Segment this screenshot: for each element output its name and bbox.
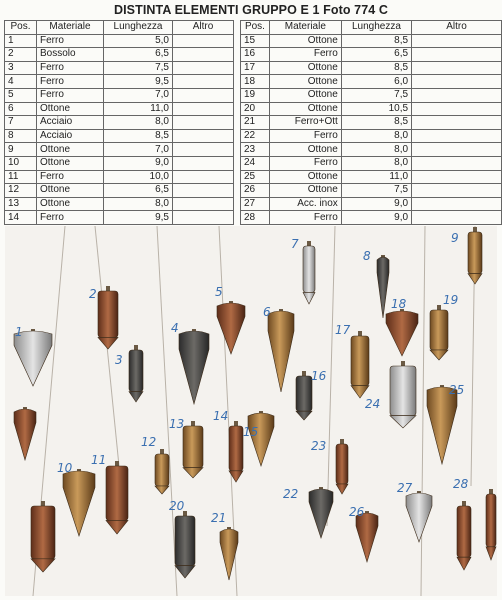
cell-other (412, 34, 502, 48)
cell-other (173, 156, 234, 170)
table-row (241, 88, 502, 102)
cell-material: Acciaio (37, 116, 104, 130)
cell-length: 9,0 (341, 197, 411, 211)
plumb-bobs-photo (5, 226, 497, 596)
cell-other (412, 143, 502, 157)
cell-length: 8,0 (341, 156, 411, 170)
cell-material: Ottone (269, 184, 341, 198)
cell-length: 5,0 (104, 34, 173, 48)
photo-label: 25 (449, 383, 465, 397)
cell-other (412, 48, 502, 62)
cell-pos: 5 (5, 88, 37, 102)
cell-other (173, 197, 234, 211)
cell-material: Ferro (37, 34, 104, 48)
cell-material: Ferro (37, 211, 104, 225)
cell-material: Ferro (269, 211, 341, 225)
cell-pos: 22 (241, 129, 270, 143)
photo-label: 19 (443, 293, 459, 307)
table-row (241, 170, 502, 184)
cell-pos: 1 (5, 34, 37, 48)
table-row (5, 116, 234, 130)
photo-label: 16 (311, 369, 327, 383)
cell-pos: 25 (241, 170, 270, 184)
cell-other (412, 211, 502, 225)
cell-pos: 26 (241, 184, 270, 198)
table-row (241, 48, 502, 62)
plumb-bob (390, 361, 416, 428)
cell-other (412, 88, 502, 102)
cell-length: 8,0 (341, 143, 411, 157)
cell-length: 9,5 (104, 211, 173, 225)
photo-label: 28 (453, 477, 469, 491)
table-row (241, 34, 502, 48)
cell-other (412, 170, 502, 184)
cell-material: Ottone (37, 197, 104, 211)
cell-material: Ottone (269, 61, 341, 75)
cell-material: Ottone (269, 143, 341, 157)
cell-other (173, 170, 234, 184)
cell-material: Ferro+Ott (269, 116, 341, 130)
photo-label: 13 (169, 417, 185, 431)
table-row (241, 211, 502, 225)
table-row (241, 75, 502, 89)
photo-label: 9 (451, 231, 459, 245)
photo-label: 2 (89, 287, 97, 301)
table-row (5, 34, 234, 48)
cell-other (173, 143, 234, 157)
plumb-bob (106, 461, 128, 534)
table-row (5, 75, 234, 89)
photo-label: 8 (363, 249, 371, 263)
cell-other (412, 129, 502, 143)
photo-label: 14 (213, 409, 229, 423)
cell-other (412, 184, 502, 198)
photo-label: 11 (91, 453, 107, 467)
photo-label: 5 (215, 285, 223, 299)
cell-pos: 20 (241, 102, 270, 116)
table-row (241, 143, 502, 157)
photo-label: 15 (243, 425, 259, 439)
cell-length: 7,5 (104, 61, 173, 75)
cell-material: Ottone (37, 184, 104, 198)
table-row (241, 156, 502, 170)
photo-label: 3 (115, 353, 123, 367)
table-row (5, 143, 234, 157)
table-row (5, 129, 234, 143)
cell-pos: 27 (241, 197, 270, 211)
photo-label: 21 (211, 511, 227, 525)
plumb-bob (296, 371, 312, 420)
table-row (5, 197, 234, 211)
photo-label: 12 (141, 435, 157, 449)
cell-pos: 16 (241, 48, 270, 62)
cell-material: Ottone (269, 75, 341, 89)
cell-length: 8,5 (341, 34, 411, 48)
photo-label: 10 (57, 461, 73, 475)
cell-length: 7,5 (341, 88, 411, 102)
header-length: Lunghezza (104, 21, 173, 35)
header-material: Materiale (37, 21, 104, 35)
header-pos: Pos. (5, 21, 37, 35)
photo-label: 1 (15, 325, 23, 339)
cell-material: Ferro (37, 75, 104, 89)
cell-other (412, 197, 502, 211)
cell-pos: 6 (5, 102, 37, 116)
plumb-bob (175, 511, 195, 578)
cell-material: Ottone (269, 88, 341, 102)
table-right (240, 20, 502, 225)
cell-length: 7,0 (104, 88, 173, 102)
plumb-bob (98, 286, 118, 349)
cell-length: 8,5 (104, 129, 173, 143)
table-row (5, 170, 234, 184)
cell-length: 9,5 (104, 75, 173, 89)
table-row (5, 156, 234, 170)
table-row (241, 61, 502, 75)
photo-label: 6 (263, 305, 271, 319)
photo-label: 7 (291, 237, 299, 251)
table-row (241, 129, 502, 143)
plumb-bob (468, 227, 482, 284)
cell-material: Ferro (37, 61, 104, 75)
cell-pos: 17 (241, 61, 270, 75)
plumb-bob (351, 331, 369, 398)
plumb-bob (183, 421, 203, 478)
cell-pos: 9 (5, 143, 37, 157)
cell-length: 11,0 (104, 102, 173, 116)
cell-pos: 2 (5, 48, 37, 62)
header-material: Materiale (269, 21, 341, 35)
table-row (5, 184, 234, 198)
cell-length: 6,5 (104, 48, 173, 62)
cell-material: Bossolo (37, 48, 104, 62)
cell-other (412, 61, 502, 75)
cell-pos: 18 (241, 75, 270, 89)
table-row (5, 48, 234, 62)
cell-length: 8,0 (104, 197, 173, 211)
cell-material: Ottone (37, 143, 104, 157)
photo-label: 4 (171, 321, 179, 335)
table-row (241, 116, 502, 130)
cell-material: Ferro (269, 129, 341, 143)
cell-length: 8,5 (341, 116, 411, 130)
photo-label: 23 (311, 439, 327, 453)
photo-label: 17 (335, 323, 351, 337)
plumb-bob (430, 305, 448, 360)
cell-pos: 21 (241, 116, 270, 130)
cell-other (173, 129, 234, 143)
cell-length: 10,5 (341, 102, 411, 116)
header-pos: Pos. (241, 21, 270, 35)
cell-material: Ferro (37, 170, 104, 184)
cell-other (173, 211, 234, 225)
photo-label: 24 (365, 397, 381, 411)
table-header-row (5, 21, 234, 35)
cell-other (173, 48, 234, 62)
plumb-bob (31, 501, 55, 572)
cell-material: Ottone (269, 102, 341, 116)
cell-material: Ferro (269, 48, 341, 62)
cell-other (173, 34, 234, 48)
table-row (241, 102, 502, 116)
cell-material: Ottone (269, 34, 341, 48)
cell-length: 6,5 (341, 48, 411, 62)
table-row (5, 102, 234, 116)
plumb-bob (457, 501, 471, 570)
cell-other (412, 75, 502, 89)
cell-material: Acc. inox (269, 197, 341, 211)
photo-label: 18 (391, 297, 407, 311)
cell-other (173, 88, 234, 102)
cell-other (173, 184, 234, 198)
plumb-bob (486, 489, 496, 560)
cell-pos: 13 (5, 197, 37, 211)
cell-length: 10,0 (104, 170, 173, 184)
cell-other (173, 61, 234, 75)
cell-pos: 12 (5, 184, 37, 198)
cell-material: Ferro (37, 88, 104, 102)
cell-other (173, 75, 234, 89)
cell-other (412, 156, 502, 170)
cell-length: 9,0 (341, 211, 411, 225)
cell-material: Ottone (37, 156, 104, 170)
cell-pos: 7 (5, 116, 37, 130)
cell-length: 6,5 (104, 184, 173, 198)
cell-pos: 19 (241, 88, 270, 102)
table-row (5, 88, 234, 102)
plumb-bob (303, 241, 315, 304)
plumb-bob (129, 345, 143, 402)
cell-other (412, 102, 502, 116)
cell-other (173, 102, 234, 116)
cell-other (412, 116, 502, 130)
cell-pos: 11 (5, 170, 37, 184)
cell-pos: 3 (5, 61, 37, 75)
photo-label: 27 (397, 481, 413, 495)
header-length: Lunghezza (341, 21, 411, 35)
cell-pos: 24 (241, 156, 270, 170)
cell-length: 7,5 (341, 184, 411, 198)
cell-length: 11,0 (341, 170, 411, 184)
cell-length: 6,0 (341, 75, 411, 89)
table-row (241, 184, 502, 198)
document-title: DISTINTA ELEMENTI GRUPPO E 1 Foto 774 C (113, 3, 389, 17)
table-row (5, 211, 234, 225)
plumb-bob (229, 421, 243, 482)
plumb-bob (155, 449, 169, 494)
cell-material: Ottone (269, 170, 341, 184)
table-row (5, 61, 234, 75)
cell-length: 9,0 (104, 156, 173, 170)
table-header-row (241, 21, 502, 35)
cell-pos: 10 (5, 156, 37, 170)
cell-material: Ottone (37, 102, 104, 116)
cell-pos: 28 (241, 211, 270, 225)
cell-material: Ferro (269, 156, 341, 170)
cell-pos: 8 (5, 129, 37, 143)
cell-length: 8,0 (104, 116, 173, 130)
photo-label: 26 (349, 505, 365, 519)
cell-length: 8,5 (341, 61, 411, 75)
table-left (4, 20, 234, 225)
cell-pos: 14 (5, 211, 37, 225)
cell-pos: 23 (241, 143, 270, 157)
cell-length: 8,0 (341, 129, 411, 143)
cell-pos: 15 (241, 34, 270, 48)
plumb-bob (336, 439, 348, 494)
header-other: Altro (173, 21, 234, 35)
cell-length: 7,0 (104, 143, 173, 157)
cell-pos: 4 (5, 75, 37, 89)
photo-label: 20 (169, 499, 185, 513)
cell-other (173, 116, 234, 130)
header-other: Altro (412, 21, 502, 35)
photo-label: 22 (283, 487, 299, 501)
table-row (241, 197, 502, 211)
cell-material: Acciaio (37, 129, 104, 143)
